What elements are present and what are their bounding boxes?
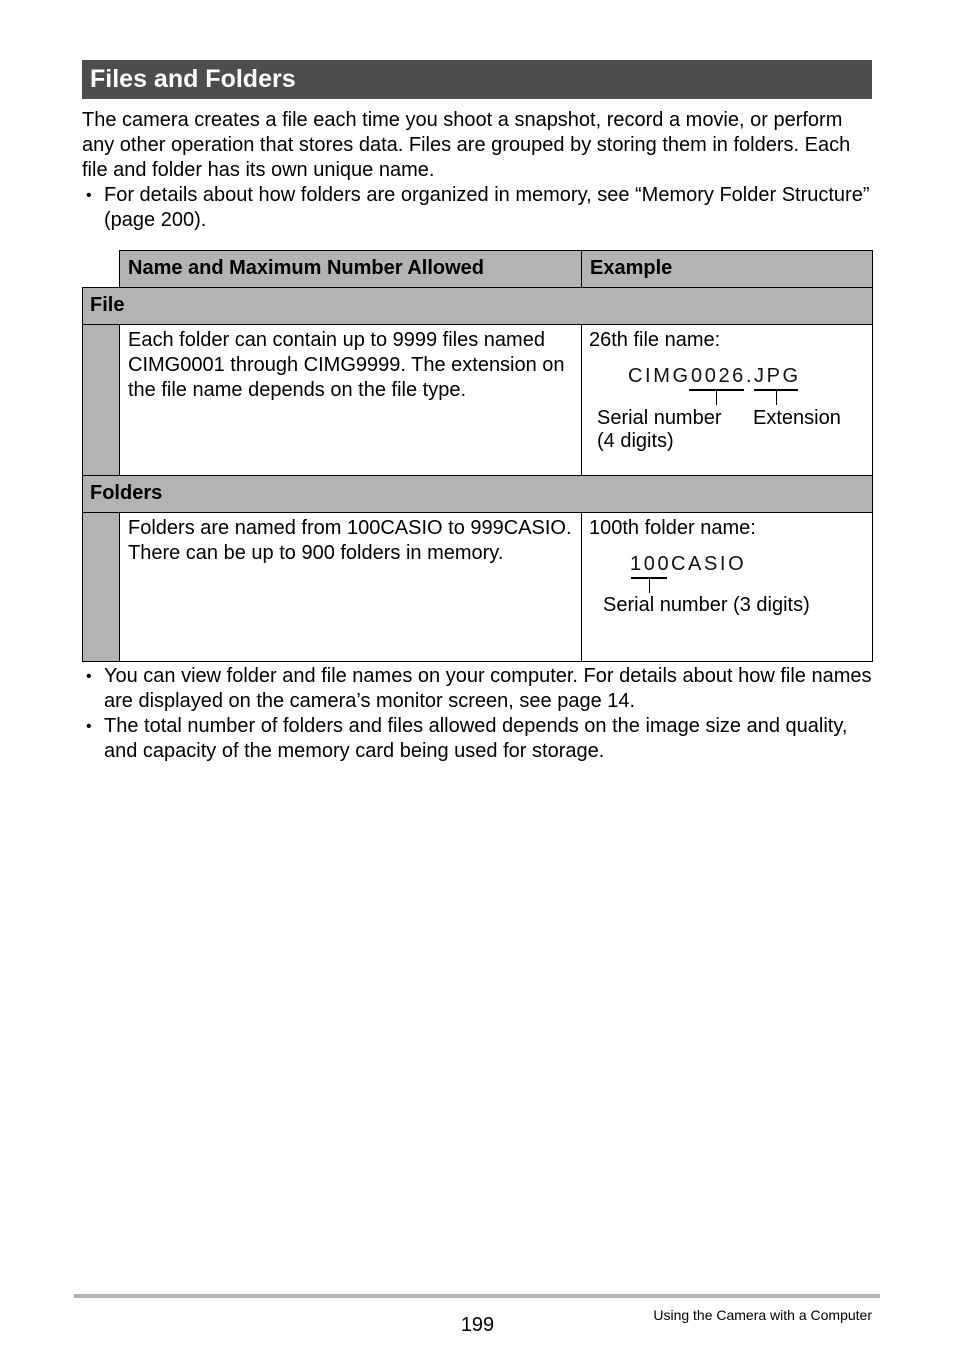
file-name-serial: 0026 — [691, 365, 746, 387]
notes-list — [82, 664, 872, 764]
intro-bullet: • For details about how folders are organized in memory, see “Memory Folder Structure” (page 200). — [82, 183, 872, 233]
file-name-extension: JPG — [754, 365, 801, 387]
intro-bullets — [82, 183, 872, 233]
intro-paragraph: The camera creates a file each time you shoot a snapshot, record a movie, or perform any other operation that stores data. Files are grouped by storing them in folders. Each file and folder has its own unique name. — [82, 109, 851, 181]
file-section-row — [83, 288, 873, 325]
note-item: • You can view folder and file names on your computer. For details about how file names are displayed on the camera’s monitor screen, see page 14. — [82, 664, 872, 714]
table-corner — [83, 251, 120, 288]
extension-tick — [776, 391, 777, 405]
folder-serial-label: Serial number (3 digits) — [603, 594, 810, 616]
folders-gutter — [83, 513, 120, 662]
notes-block — [82, 664, 872, 764]
extension-label: Extension — [753, 407, 841, 429]
folder-serial-tick — [649, 579, 650, 593]
folders-row — [83, 513, 873, 662]
serial-digits-label: (4 digits) — [597, 430, 674, 452]
folder-name-serial: 100 — [630, 553, 672, 575]
serial-number-label: Serial number — [597, 407, 722, 429]
chapter-title: Using the Camera with a Computer — [653, 1307, 872, 1323]
file-section-label: File — [83, 288, 873, 325]
folders-description-line-1: Folders are named from 100CASIO to 999CASIO. — [128, 517, 572, 539]
note-item: • The total number of folders and files allowed depends on the image size and quality, and capacity of the memory card being used for storage. — [82, 714, 872, 764]
folders-example-title: 100th folder name: — [589, 517, 756, 539]
folders-description-line-2: There can be up to 900 folders in memory. — [128, 542, 504, 564]
page-number: 199 — [460, 1314, 495, 1336]
folders-description — [120, 513, 582, 662]
file-row — [83, 325, 873, 476]
folder-name-suffix: CASIO — [671, 553, 747, 575]
file-folder-table — [82, 250, 873, 662]
file-description: Each folder can contain up to 9999 files named CIMG0001 through CIMG9999. The extension on the file name depends on the file type. — [120, 325, 582, 476]
header-example: Example — [582, 251, 873, 288]
footer-divider — [74, 1294, 880, 1298]
file-name-prefix: CIMG — [628, 365, 691, 387]
folders-section-row — [83, 476, 873, 513]
file-example-title: 26th file name: — [589, 329, 721, 351]
section-heading: Files and Folders — [82, 60, 872, 99]
file-gutter — [83, 325, 120, 476]
serial-tick — [716, 391, 717, 405]
folders-section-label: Folders — [83, 476, 873, 513]
header-name: Name and Maximum Number Allowed — [120, 251, 582, 288]
file-example — [582, 325, 873, 476]
folders-example — [582, 513, 873, 662]
file-name-dot: . — [746, 365, 755, 387]
intro-block — [82, 108, 872, 233]
table-header-row — [83, 251, 873, 288]
